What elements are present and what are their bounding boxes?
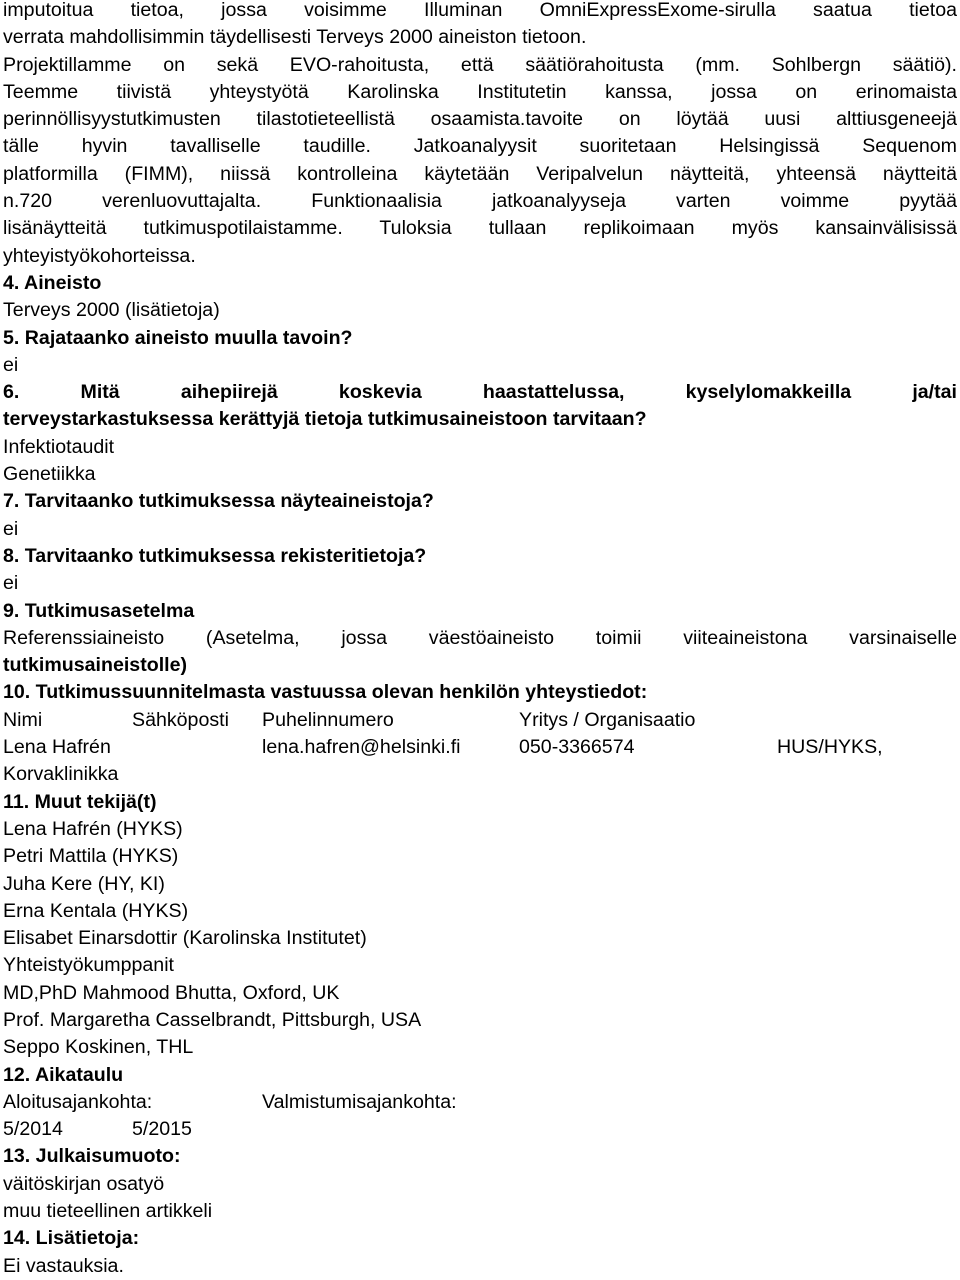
- intro-line: perinnöllisyystutkimusten tilastotieteellistä osaamista.tavoite on löytää uusi alttiusgeneejä: [3, 108, 957, 131]
- section-6-heading-cont: terveystarkastuksessa kerättyjä tietoja tutkimusaineistoon tarvitaan?: [3, 408, 647, 431]
- end-date: 5/2015: [132, 1118, 192, 1141]
- section-6-value: Genetiikka: [3, 463, 96, 486]
- section-11-heading: 11. Muut tekijä(t): [3, 790, 157, 813]
- section-5-value: ei: [3, 353, 19, 376]
- team-member: Erna Kentala (HYKS): [3, 899, 189, 922]
- section-6-value: Infektiotaudit: [3, 435, 115, 458]
- section-7-value: ei: [3, 517, 19, 540]
- section-12-heading: 12. Aikataulu: [3, 1063, 124, 1086]
- section-4-heading: 4. Aineisto: [3, 271, 102, 294]
- section-5-heading: 5. Rajataanko aineisto muulla tavoin?: [3, 326, 353, 349]
- section-7-heading: 7. Tarvitaanko tutkimuksessa näyteaineistoja?: [3, 490, 434, 513]
- contact-header-row: [3, 707, 957, 734]
- section-9-value: Referenssiaineisto (Asetelma, jossa väestöaineisto toimii viiteaineistona varsinaiselle: [3, 626, 957, 649]
- contact-header-phone: Puhelinnumero: [262, 708, 394, 731]
- section-14-value: Ei vastauksia.: [3, 1254, 124, 1277]
- team-member: Lena Hafrén (HYKS): [3, 817, 183, 840]
- intro-line: Teemme tiivistä yhteystyötä Karolinska Institutetin kanssa, jossa on erinomaista: [3, 80, 957, 103]
- team-member: Juha Kere (HY, KI): [3, 872, 165, 895]
- contact-org: HUS/HYKS,: [777, 736, 883, 759]
- intro-line: Projektillamme on sekä EVO-rahoitusta, että säätiörahoitusta (mm. Sohlbergn säätiö).: [3, 53, 957, 76]
- partner: Prof. Margaretha Casselbrandt, Pittsburgh, USA: [3, 1008, 422, 1031]
- contact-phone: 050-3366574: [519, 736, 635, 759]
- section-8-heading: 8. Tarvitaanko tutkimuksessa rekisteritietoja?: [3, 544, 427, 567]
- section-9-value-cont: tutkimusaineistolle): [3, 654, 187, 677]
- intro-line: n.720 verenluovuttajalta. Funktionaalisia jatkoanalyyseja varten voimme pyytää: [3, 190, 957, 213]
- partners-label: Yhteistyökumppanit: [3, 954, 174, 977]
- section-4-value: Terveys 2000 (lisätietoja): [3, 299, 220, 322]
- team-member: Elisabet Einarsdottir (Karolinska Institutet): [3, 927, 367, 950]
- contact-row: [3, 734, 957, 761]
- intro-line: yhteyistyökohorteissa.: [3, 244, 196, 267]
- schedule-value-row: [3, 1116, 957, 1143]
- team-member: Petri Mattila (HYKS): [3, 845, 179, 868]
- contact-org-cont: Korvaklinikka: [3, 763, 119, 786]
- end-date-label: Valmistumisajankohta:: [262, 1090, 457, 1113]
- section-14-heading: 14. Lisätietoja:: [3, 1227, 140, 1250]
- contact-header-email: Sähköposti: [132, 708, 229, 731]
- section-6-heading: 6. Mitä aihepiirejä koskevia haastattelussa, kyselylomakkeilla ja/tai: [3, 381, 957, 404]
- intro-line: imputoitua tietoa, jossa voisimme Illuminan OmniExpressExome-sirulla saatua tietoa: [3, 0, 957, 21]
- partner: MD,PhD Mahmood Bhutta, Oxford, UK: [3, 981, 340, 1004]
- intro-line: lisänäytteitä tutkimuspotilaistamme. Tuloksia tullaan replikoimaan myös kansainvälisissä: [3, 217, 957, 240]
- schedule-label-row: [3, 1089, 957, 1116]
- partner: Seppo Koskinen, THL: [3, 1036, 194, 1059]
- section-13-heading: 13. Julkaisumuoto:: [3, 1145, 181, 1168]
- section-9-heading: 9. Tutkimusasetelma: [3, 599, 195, 622]
- section-10-heading: 10. Tutkimussuunnitelmasta vastuussa olevan henkilön yhteystiedot:: [3, 681, 648, 704]
- start-date: 5/2014: [3, 1118, 63, 1141]
- contact-name: Lena Hafrén: [3, 736, 111, 759]
- contact-header-name: Nimi: [3, 708, 43, 731]
- contact-email[interactable]: lena.hafren@helsinki.fi: [262, 736, 461, 759]
- contact-header-org: Yritys / Organisaatio: [519, 708, 696, 731]
- start-date-label: Aloitusajankohta:: [3, 1090, 153, 1113]
- intro-line: verrata mahdollisimmin täydellisesti Terveys 2000 aineiston tietoon.: [3, 26, 587, 49]
- intro-paragraph: [3, 0, 957, 270]
- section-8-value: ei: [3, 572, 19, 595]
- intro-line: tälle hyvin tavalliselle taudille. Jatkoanalyysit suoritetaan Helsingissä Sequenom: [3, 135, 957, 158]
- intro-line: platformilla (FIMM), niissä kontrolleina käytetään Veripalvelun näytteitä, yhteensä näytteitä: [3, 162, 957, 185]
- publication-type: muu tieteellinen artikkeli: [3, 1200, 213, 1223]
- publication-type: väitöskirjan osatyö: [3, 1172, 165, 1195]
